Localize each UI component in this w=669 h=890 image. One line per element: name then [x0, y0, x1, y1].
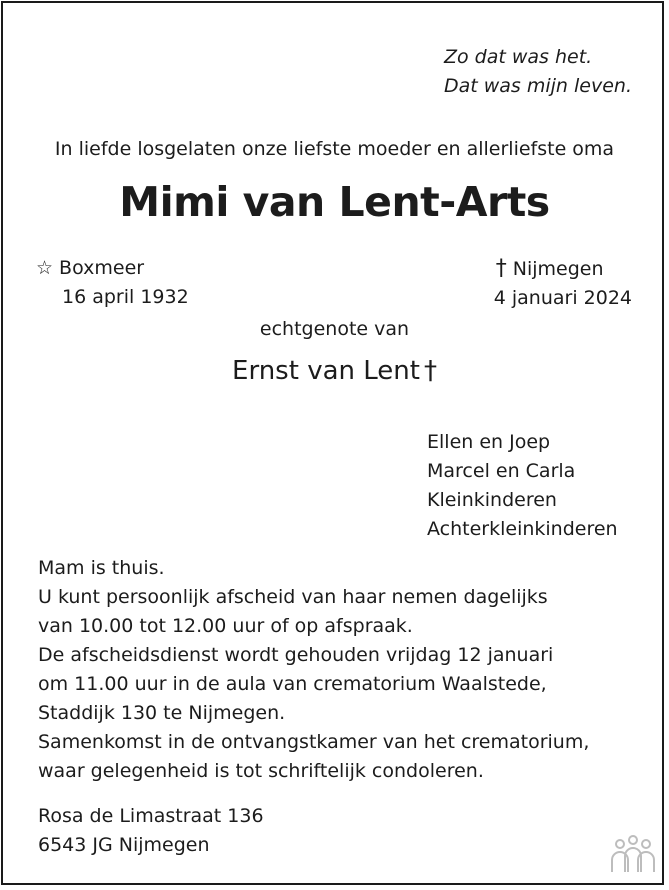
family-people-icon [608, 834, 658, 874]
intro-text: In liefde losgelaten onze liefste moeder en allerliefste oma [54, 138, 615, 160]
quote [444, 43, 632, 101]
family-item: Kleinkinderen [427, 489, 557, 511]
birth-date: 16 april 1932 [62, 286, 189, 308]
star-icon: ☆ [36, 257, 54, 279]
cross-icon: † [495, 256, 507, 281]
address [38, 802, 264, 860]
family-list [427, 428, 618, 544]
deceased-name: Mimi van Lent-Arts [119, 178, 550, 226]
quote-line-1: Zo dat was het. [443, 46, 593, 68]
death-info [494, 254, 632, 313]
spouse-name: Ernst van Lent [232, 356, 420, 386]
message-line: Samenkomst in de ontvangstkamer van het crematorium, [38, 731, 590, 753]
message-line: om 11.00 uur in de aula van crematorium Waalstede, [38, 673, 547, 695]
message-line: De afscheidsdienst wordt gehouden vrijdag 12 januari [38, 644, 554, 666]
family-item: Achterkleinkinderen [427, 518, 618, 540]
quote-line-2: Dat was mijn leven. [443, 75, 632, 97]
spouse [0, 356, 669, 386]
spouse-label: echtgenote van [259, 318, 410, 340]
message-body [38, 554, 589, 786]
family-item: Marcel en Carla [427, 460, 576, 482]
address-street: Rosa de Limastraat 136 [38, 805, 264, 827]
message-line: Mam is thuis. [38, 557, 165, 579]
spouse-cross-icon: † [423, 356, 437, 386]
message-line: Staddijk 130 te Nijmegen. [38, 702, 286, 724]
death-date: 4 januari 2024 [493, 287, 632, 309]
death-place: Nijmegen [512, 258, 604, 280]
message-line: waar gelegenheid is tot schriftelijk condoleren. [38, 760, 484, 782]
message-line: U kunt persoonlijk afscheid van haar nemen dagelijks [38, 586, 548, 608]
birth-place: Boxmeer [59, 257, 145, 279]
message-line: van 10.00 tot 12.00 uur of op afspraak. [38, 615, 413, 637]
family-item: Ellen en Joep [427, 431, 551, 453]
address-city: 6543 JG Nijmegen [38, 834, 210, 856]
birth-info [36, 254, 189, 312]
